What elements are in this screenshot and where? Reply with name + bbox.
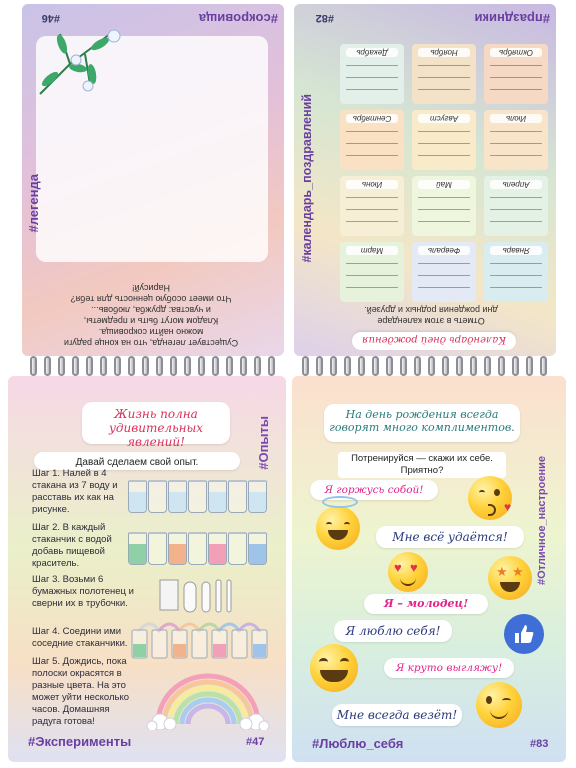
glass-icon (148, 532, 167, 565)
month-cell-june: Июнь (340, 176, 404, 236)
page-82-content (294, 4, 556, 356)
experiment-headline: Жизнь полна удивительных явлений! (82, 402, 230, 444)
month-cell-july: Июль (484, 110, 548, 170)
page-number: #82 (315, 12, 334, 24)
experiments-side-tag: #Опыты (256, 416, 271, 470)
glass-icon (208, 532, 227, 565)
glass-icon (248, 480, 267, 513)
thumb-glyph (513, 623, 535, 645)
legend-line-1: Существует легенда, что на конце радуги (63, 338, 239, 348)
glass-icon (168, 480, 187, 513)
emoji-love-icon: ♥ ♥ (388, 552, 428, 592)
page-46 (22, 4, 284, 356)
month-cell-october: Октябрь (484, 44, 548, 104)
calendar-title: Календарь дней рождения (352, 332, 516, 350)
intro-text: Давай сделаем свой опыт. (34, 452, 240, 470)
glass-icon (128, 480, 147, 513)
calendar-side-tag: #календарь_поздравлений (300, 94, 314, 263)
rainbow-icon (146, 666, 270, 730)
glass-icon (208, 480, 227, 513)
mistletoe-icon (30, 24, 128, 98)
legend-text (36, 282, 266, 348)
love-self-footer-tag: #Люблю_себя (312, 736, 404, 751)
page-47 (8, 376, 286, 762)
page-82 (294, 4, 556, 356)
month-cell-november: Ноябрь (412, 44, 476, 104)
page-number: #46 (41, 12, 60, 24)
glass-icon (128, 532, 147, 565)
prompt-line-1: Потренируйся — скажи их себе. (351, 453, 493, 464)
legend-line-3: Кладом могут быть и предметы, (83, 316, 219, 326)
calendar-text (336, 304, 526, 326)
step-1: Шаг 1. Налей в 4 стакана из 7 воду и расставь их как на рисунке. (32, 468, 118, 515)
page-number: #47 (246, 736, 265, 748)
legend-line-6: Нарисуй! (131, 283, 171, 293)
month-cell-may: Май (412, 176, 476, 236)
month-cell-february: Февраль (412, 242, 476, 302)
step-3: Шаг 3. Возьми 6 бумажных полотенец и сверни их в трубочки. (32, 574, 134, 609)
treasure-tag: #сокровища (198, 11, 278, 26)
month-cell-january: Январь (484, 242, 548, 302)
connected-glasses-icon (130, 614, 280, 662)
glass-icon (228, 532, 247, 565)
holidays-tag: #праздники (474, 11, 550, 26)
prompt-line-2: Приятно? (400, 465, 444, 476)
thumbs-up-icon (504, 614, 544, 654)
legend-side-tag: #легенда (26, 174, 41, 233)
compliment-lucky: Мне всегда везёт! (332, 704, 462, 726)
compliment-success: Мне всё удаётся! (376, 526, 524, 548)
page-number: #83 (530, 738, 549, 750)
glass-icon (188, 532, 207, 565)
emoji-angel-icon (316, 506, 360, 550)
month-cell-august: Август (412, 110, 476, 170)
legend-line-2: можно найти сокровища. (98, 327, 204, 337)
prompt-text (338, 452, 506, 478)
month-cell-april: Апрель (484, 176, 548, 236)
step-5: Шаг 5. Дождись, пока полоски окрасятся в разные цвета. На это может уйти несколько часов. Домашняя радуга готова! (32, 656, 130, 727)
page-83 (292, 376, 566, 762)
compliment-proud: Я горжусь собой! (310, 480, 438, 500)
experiments-footer-tag: #Эксперименты (28, 734, 132, 749)
compliments-headline: На день рождения всегда говорят много комплиментов. (324, 404, 520, 442)
compliment-great: Я – молодец! (364, 594, 488, 614)
glass-icon (168, 532, 187, 565)
mood-side-tag: #Отличное_настроение (536, 456, 548, 585)
emoji-starstruck-icon: ★ ★ (488, 556, 532, 600)
emoji-kiss-icon: ♥ (468, 476, 512, 520)
calendar-text-line-1: Отметь в этом календаре (377, 316, 485, 326)
step-2: Шаг 2. В каждый стаканчик с водой добавь пищевой краситель. (32, 522, 112, 569)
emoji-wink-icon (476, 682, 522, 728)
compliment-look-cool: Я круто выгляжу! (384, 658, 514, 678)
paper-roll-icon (158, 576, 248, 616)
glass-icon (228, 480, 247, 513)
glass-icon (148, 480, 167, 513)
legend-line-4: и чувства: дружба, любовь... (91, 305, 211, 315)
compliment-love-self: Я люблю себя! (334, 620, 452, 642)
month-cell-march: Март (340, 242, 404, 302)
month-cell-september: Сентябрь (340, 110, 404, 170)
glass-icon (248, 532, 267, 565)
emoji-laugh-icon (310, 644, 358, 692)
step-4: Шаг 4. Соедини ими соседние стаканчики. (32, 626, 128, 649)
glass-icon (188, 480, 207, 513)
legend-line-5: Что имеет особую ценность для тебя? (70, 294, 232, 304)
calendar-text-line-2: дни рождения родных и друзей. (364, 305, 498, 315)
spiral-binding (0, 356, 576, 376)
month-cell-december: Декабрь (340, 44, 404, 104)
